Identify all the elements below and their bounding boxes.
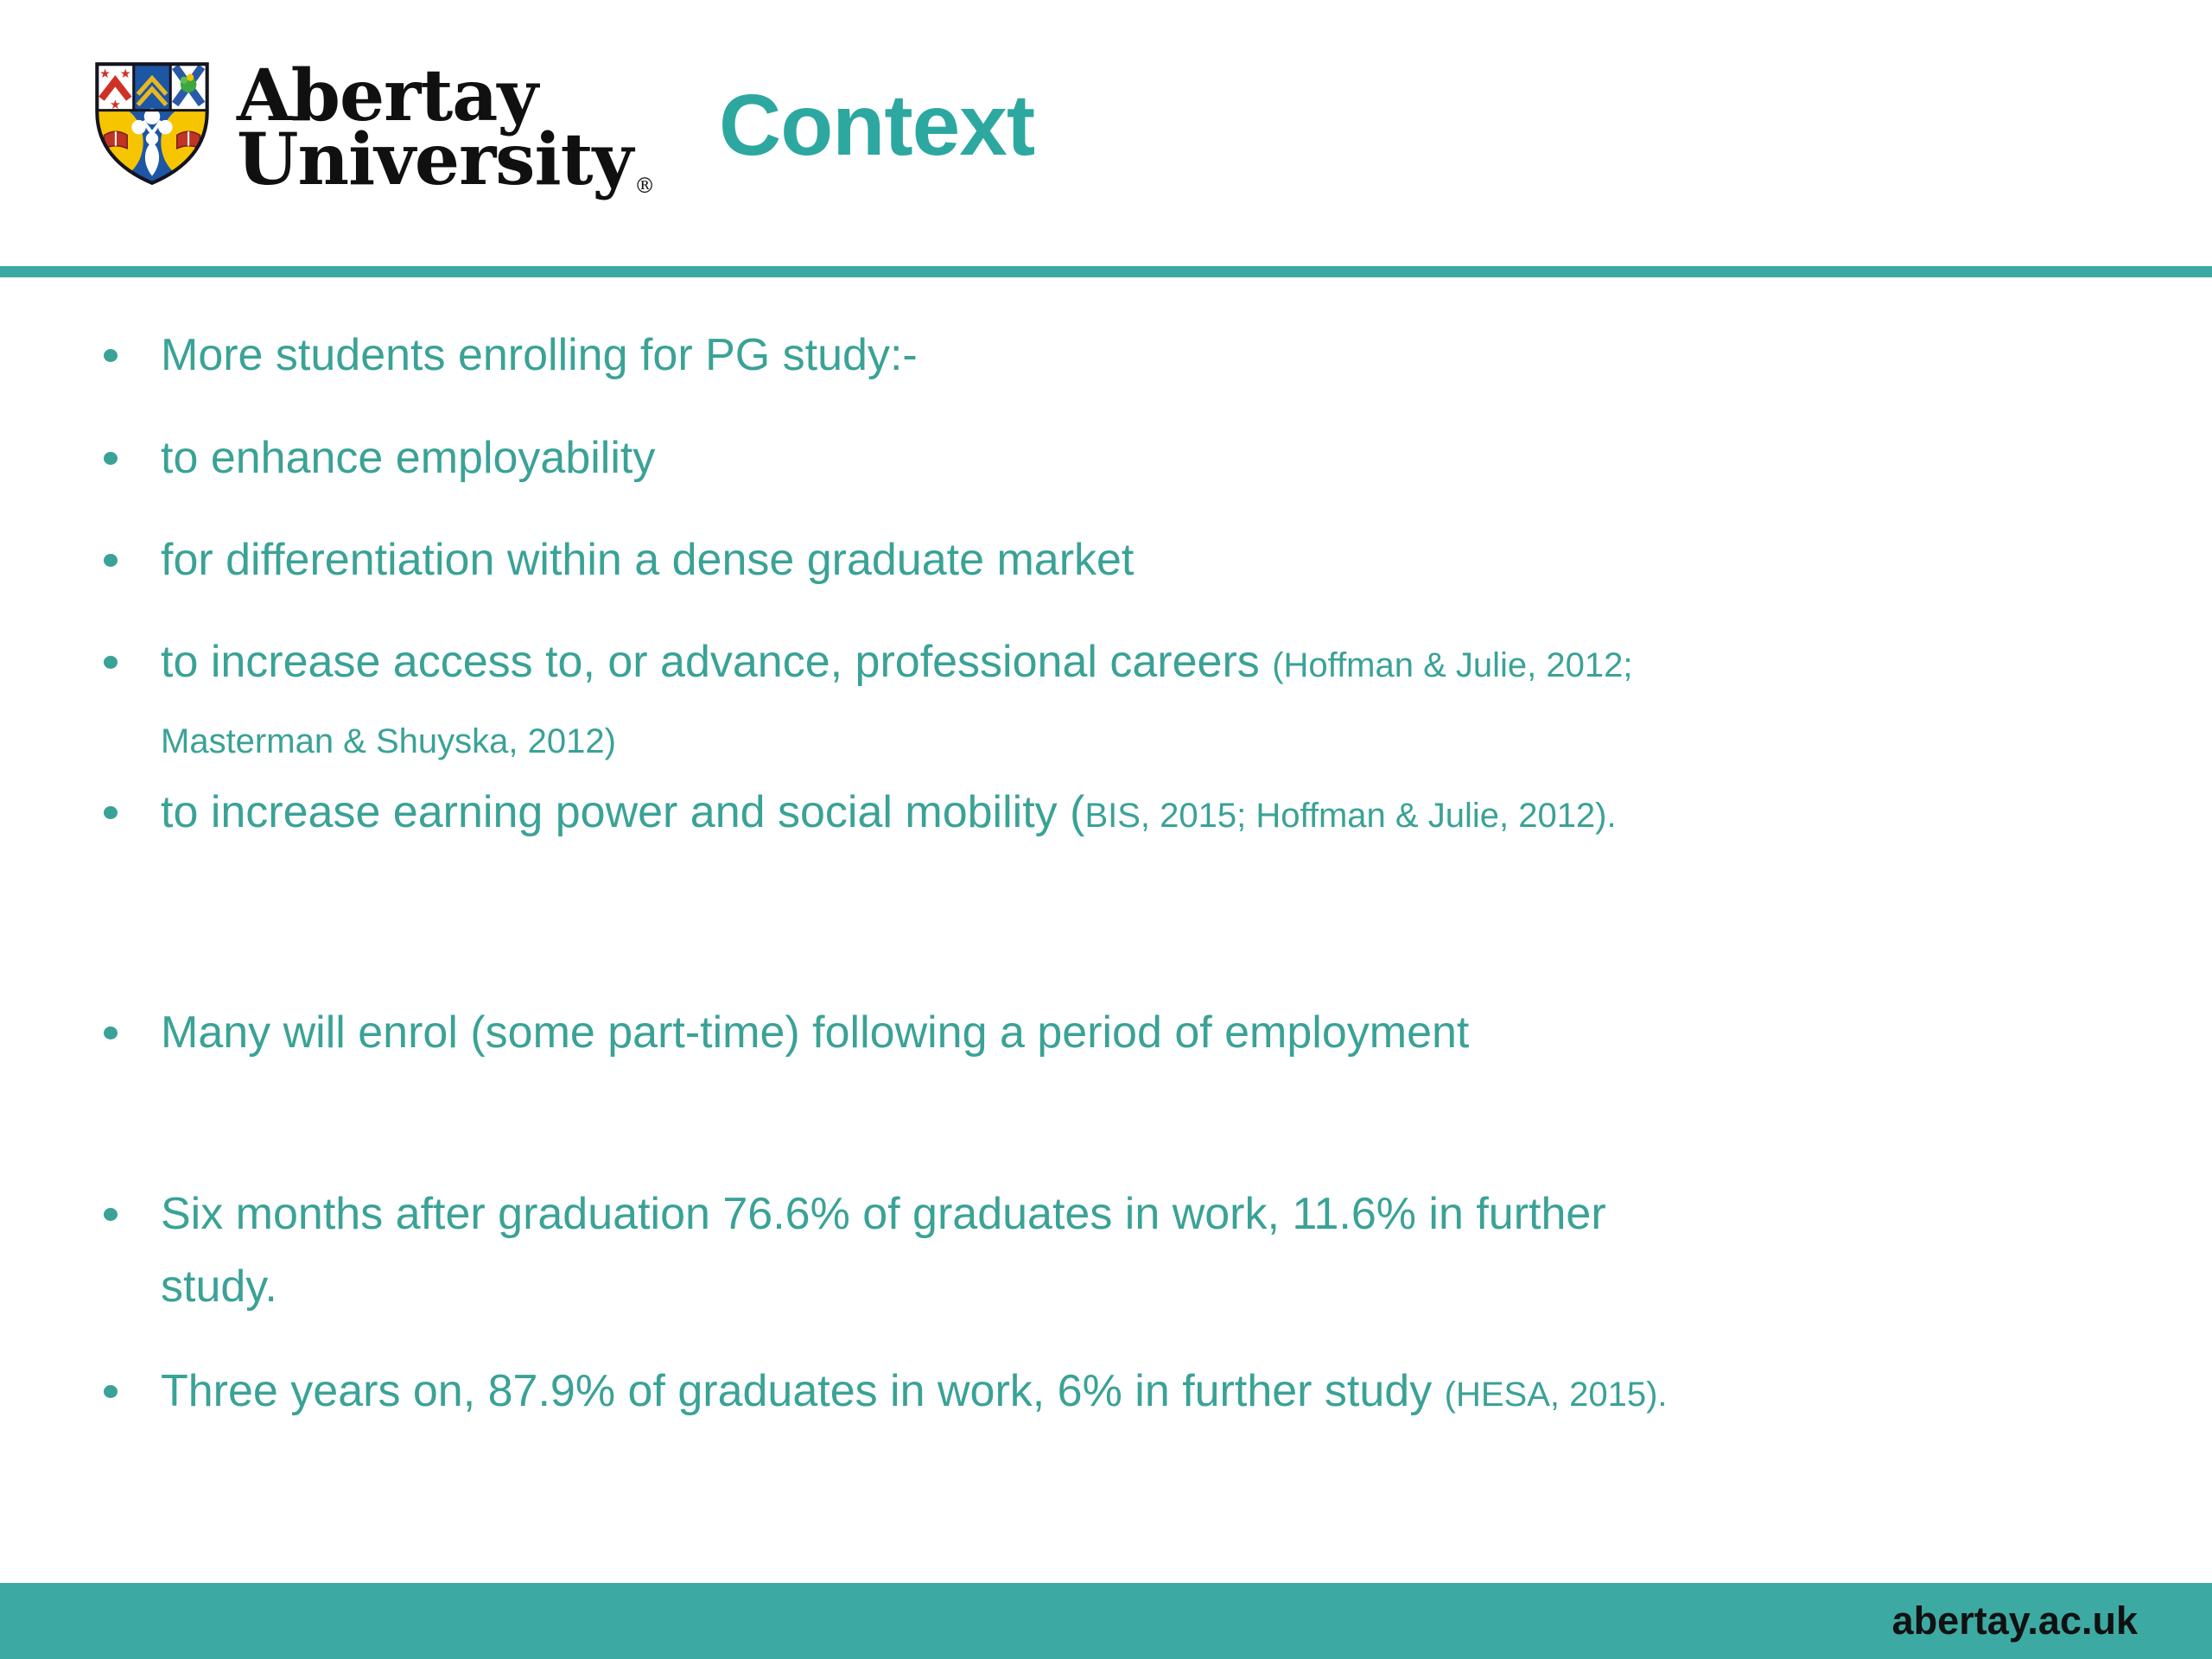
bullet-text: Many will enrol (some part-time) following a period of employment: [161, 1007, 1470, 1058]
bullet-text: to increase access to, or advance, professional careers (Hoffman & Julie, 2012; Masterman & Shuyska, 2012): [161, 637, 1633, 760]
bullet-text: Six months after graduation 76.6% of graduates in work, 11.6% in further study.: [161, 1189, 1606, 1312]
bullet-text: to increase earning power and social mobility (BIS, 2015; Hoffman & Julie, 2012).: [161, 787, 1617, 837]
slide-title: Context: [719, 77, 1035, 174]
bullet-text: to enhance employability: [161, 433, 656, 483]
bullet-item: [104, 319, 2108, 391]
bullet-text: for differentiation within a dense graduate market: [161, 535, 1135, 585]
footer-bar: [0, 1583, 2212, 1659]
bullet-item: [104, 524, 2108, 596]
bullet-dot-icon: [104, 656, 118, 669]
bullet-dot-icon: [104, 806, 118, 819]
registered-mark: ®: [634, 174, 655, 198]
bullet-item: [104, 626, 2108, 778]
bullet-text: More students enrolling for PG study:-: [161, 330, 918, 380]
bullet-text: Three years on, 87.9% of graduates in work, 6% in further study (HESA, 2015).: [161, 1366, 1668, 1416]
bullet-item: [104, 1355, 2108, 1431]
bullet-item: [104, 1178, 2108, 1323]
logo-wordmark-line2: University: [237, 118, 633, 201]
bullet-item: [104, 996, 2108, 1069]
bullet-dot-icon: [104, 349, 118, 362]
bullet-dot-icon: [104, 554, 118, 567]
bullet-item: [104, 422, 2108, 494]
bullet-item: [104, 776, 2108, 852]
bullet-dot-icon: [104, 452, 118, 465]
bullet-dot-icon: [104, 1385, 118, 1398]
bullet-dot-icon: [104, 1027, 118, 1039]
logo-wordmark-line1: Abertay: [237, 54, 537, 137]
footer-url: abertay.ac.uk: [1891, 1599, 2138, 1643]
bullet-dot-icon: [104, 1208, 118, 1221]
